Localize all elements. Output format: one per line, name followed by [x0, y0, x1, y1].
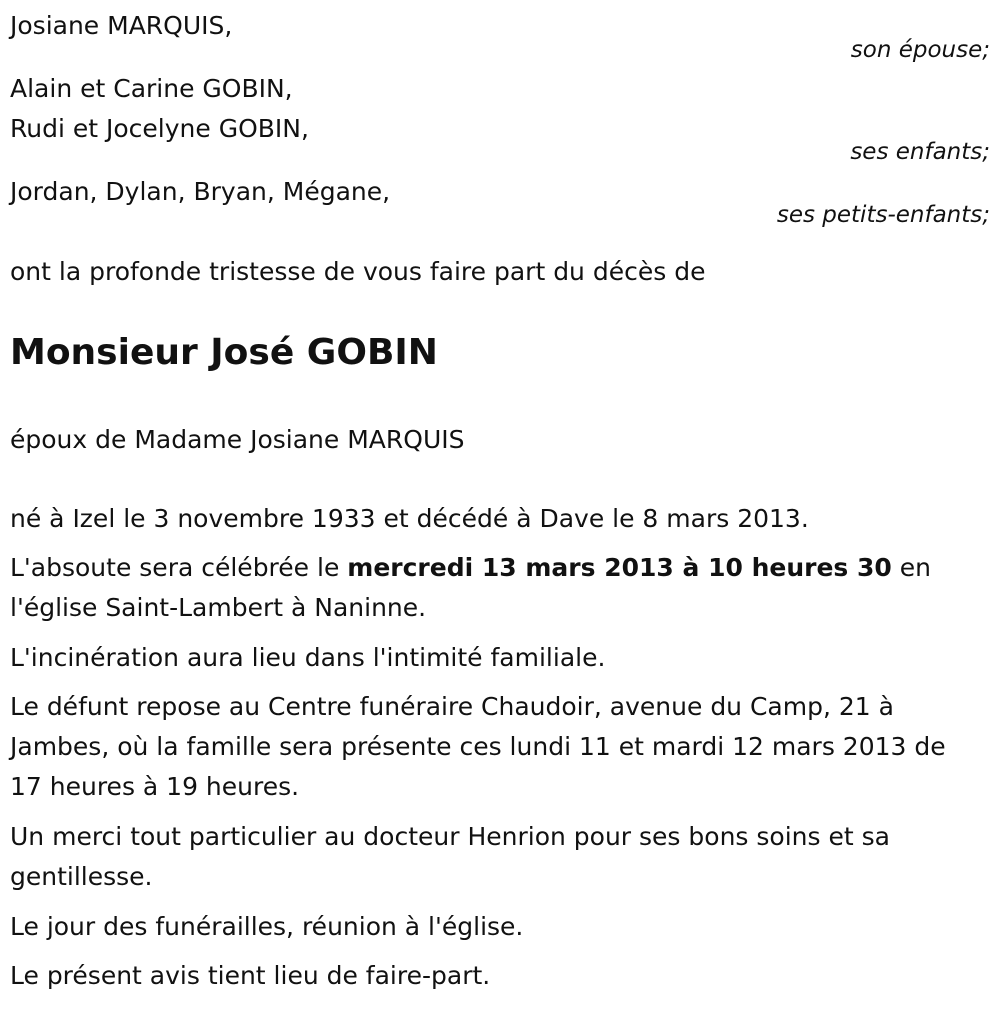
funeral-day: Le jour des funérailles, réunion à l'église. — [10, 912, 524, 941]
spouse-role: son épouse; — [850, 37, 990, 63]
absoute-prefix: L'absoute sera célébrée le — [10, 553, 348, 582]
absoute-suffix: en — [891, 553, 931, 582]
repose-line-3: 17 heures à 19 heures. — [10, 772, 300, 801]
absoute-place: l'église Saint-Lambert à Naninne. — [10, 593, 427, 622]
grandchildren: Jordan, Dylan, Bryan, Mégane, — [10, 177, 391, 206]
spouse-of: époux de Madame Josiane MARQUIS — [10, 425, 465, 454]
absoute-line — [10, 548, 931, 588]
announcement-text: ont la profonde tristesse de vous faire part du décès de — [10, 257, 706, 286]
grandchildren-role: ses petits-enfants; — [776, 202, 990, 228]
child-1: Alain et Carine GOBIN, — [10, 74, 293, 103]
children-role: ses enfants; — [850, 139, 990, 165]
absoute-datetime: mercredi 13 mars 2013 à 10 heures 30 — [347, 553, 892, 582]
child-2: Rudi et Jocelyne GOBIN, — [10, 114, 309, 143]
deceased-name: Monsieur José GOBIN — [10, 332, 438, 373]
spouse-name: Josiane MARQUIS, — [10, 11, 233, 40]
thanks-line-2: gentillesse. — [10, 862, 153, 891]
thanks-line-1: Un merci tout particulier au docteur Henrion pour ses bons soins et sa — [10, 822, 890, 851]
notice-text: Le présent avis tient lieu de faire-part. — [10, 961, 491, 990]
repose-line-1: Le défunt repose au Centre funéraire Chaudoir, avenue du Camp, 21 à — [10, 692, 894, 721]
incineration: L'incinération aura lieu dans l'intimité familiale. — [10, 643, 606, 672]
repose-line-2: Jambes, où la famille sera présente ces lundi 11 et mardi 12 mars 2013 de — [10, 732, 946, 761]
birth-death: né à Izel le 3 novembre 1933 et décédé à Dave le 8 mars 2013. — [10, 504, 809, 533]
